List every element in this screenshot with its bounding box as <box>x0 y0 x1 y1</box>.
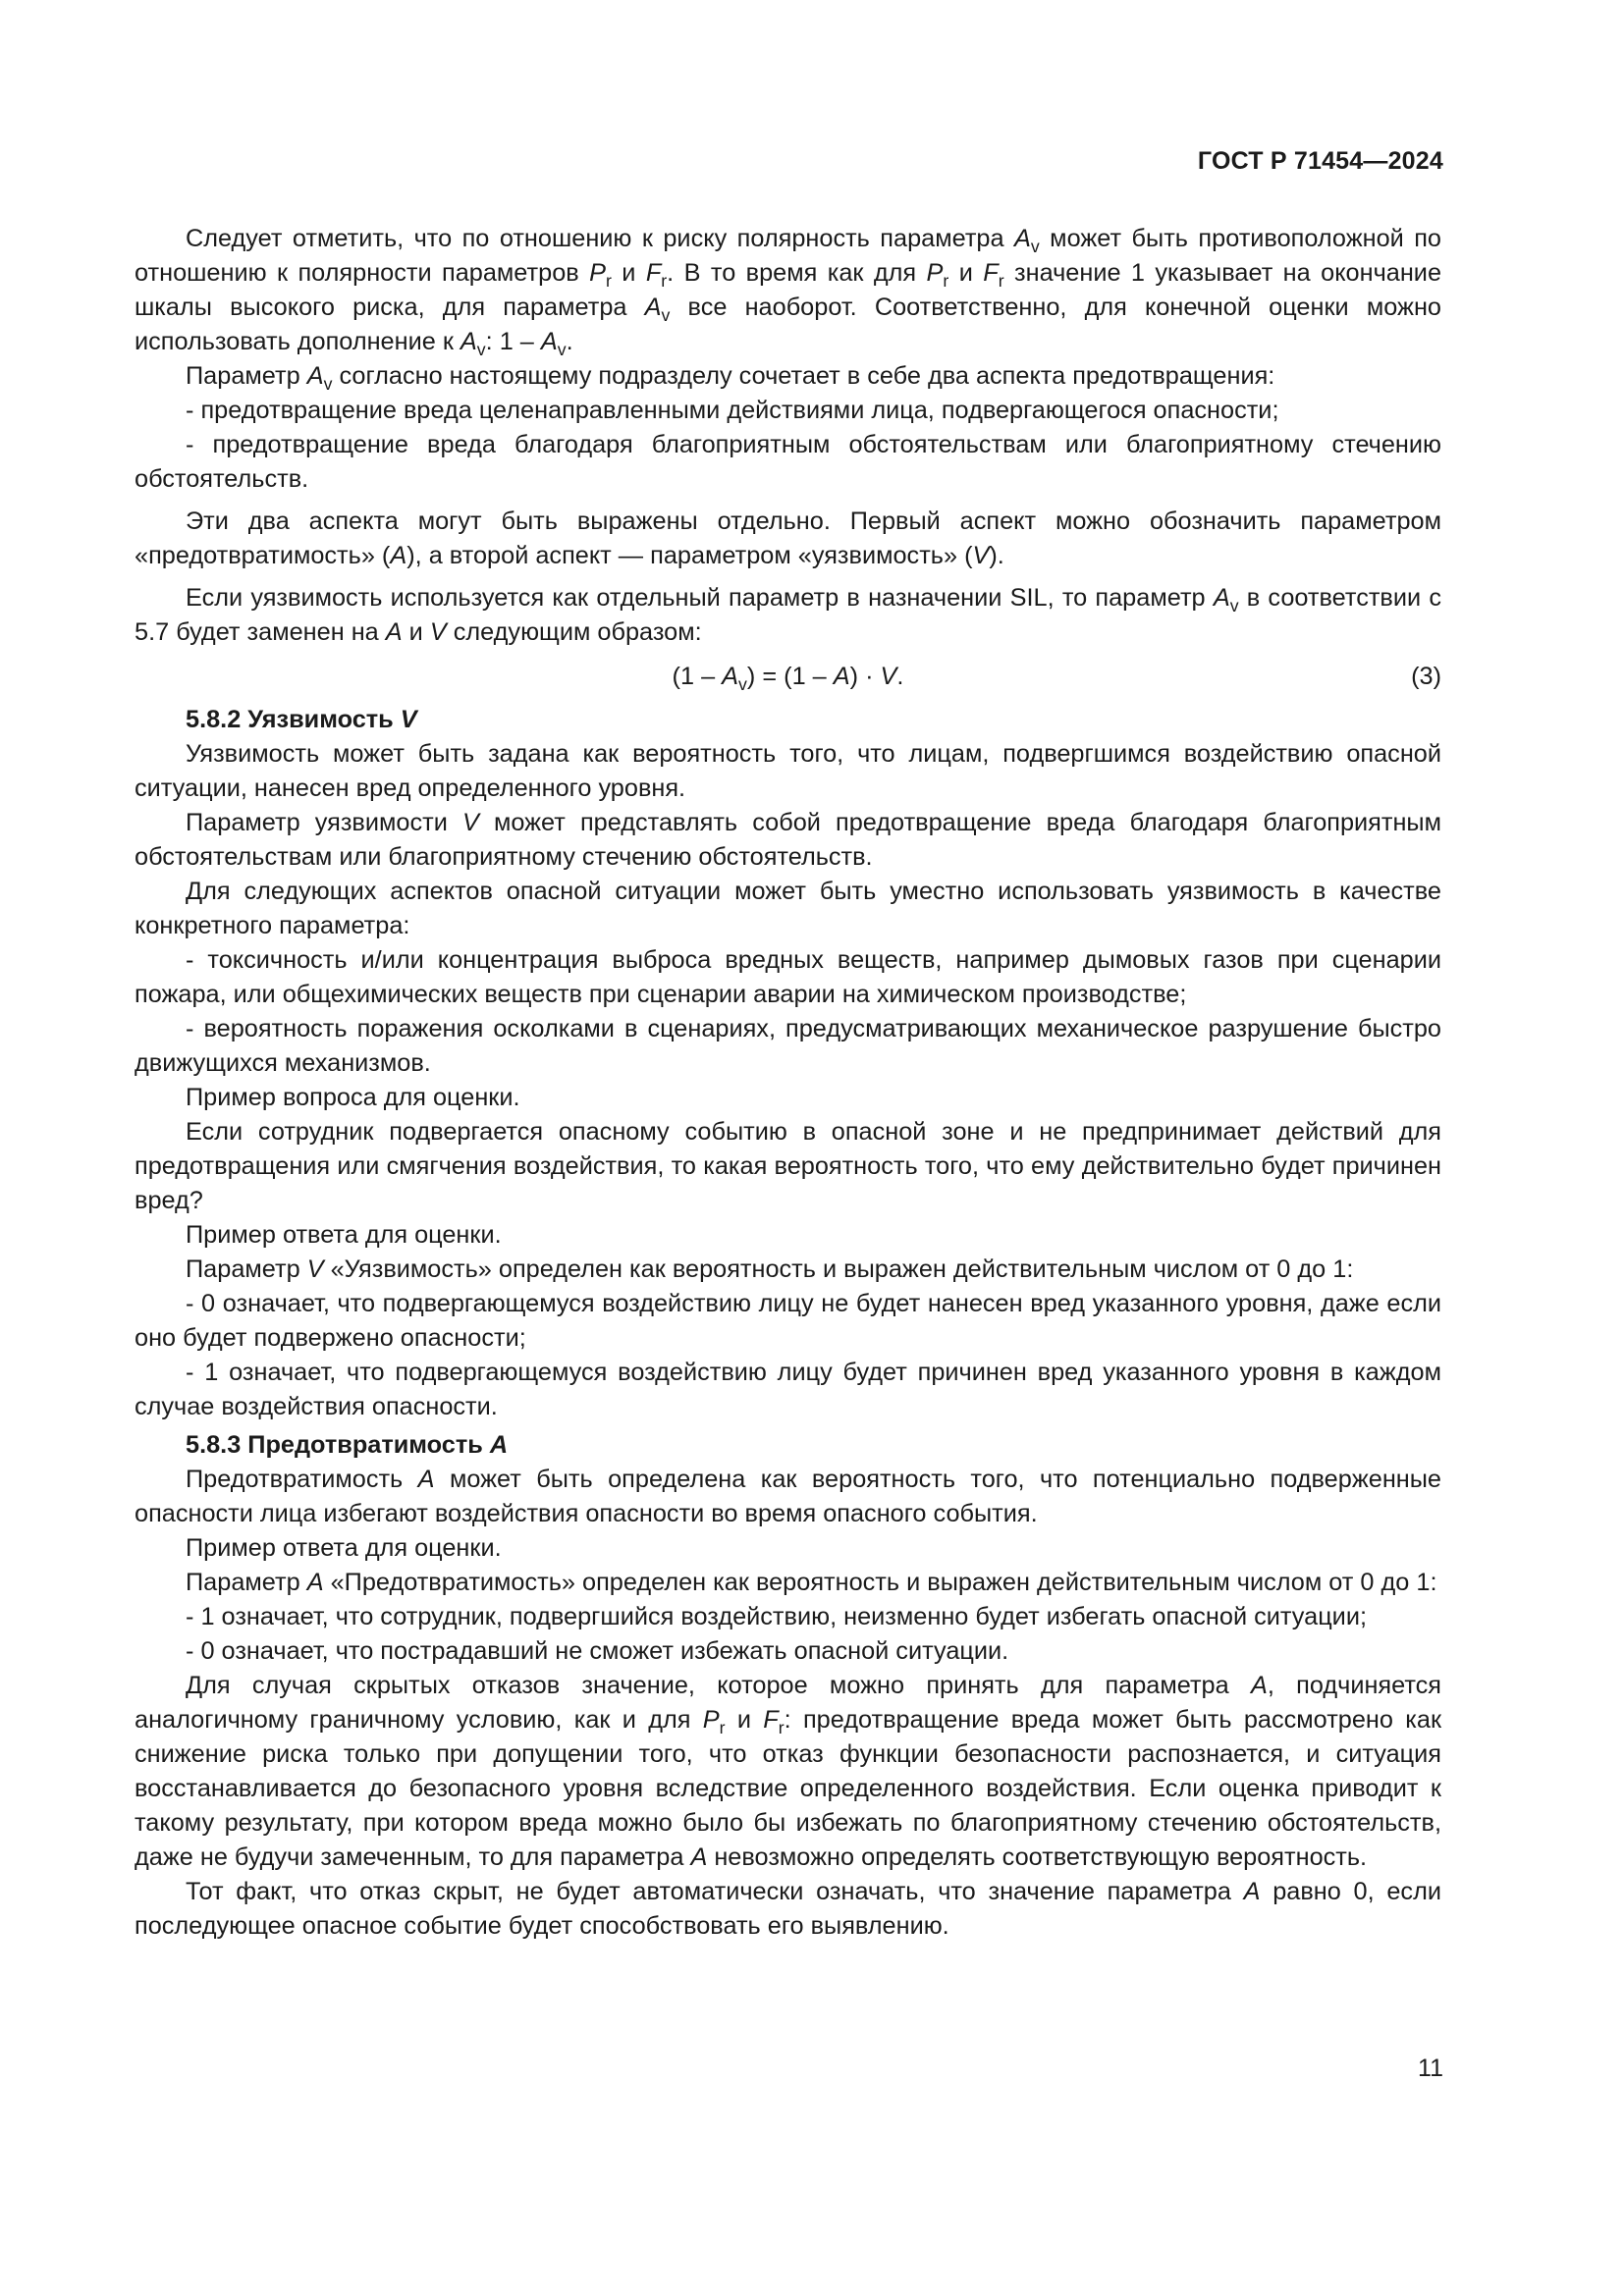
standard-code-header: ГОСТ Р 71454—2024 <box>1197 147 1443 175</box>
formula-number: (3) <box>1411 663 1441 690</box>
paragraph: Предотвратимость A может быть определена как вероятность того, что потенциально подверженные опасности лица избегают воздействия опасности во время опасного события. <box>135 1466 1442 1527</box>
paragraph: Параметр $A_v$ согласно настоящему подразделу сочетает в себе два аспекта предотвращения: <box>186 362 1275 394</box>
list-item: - предотвращение вреда целенаправленными действиями лица, подвергающегося опасности; <box>186 397 1279 424</box>
paragraph: Следует отметить, что по отношению к риску полярность параметра $A_v$ может быть противоположной по отношению к полярности параметров $P_r$ и $F_r$. В то время как для $P_r$ и $F_r$ значение 1 указывает на окончание шкалы высокого риска, для параметра $A_v$ все наоборот. Соответственно, для конечной оценки можно использовать дополнение к $A_v$: $1 - A_v$. <box>135 225 1442 359</box>
list-item: - вероятность поражения осколками в сценариях, предусматривающих механическое разрушение быстро движущихся механизмов. <box>135 1015 1441 1077</box>
body-text <box>135 222 1441 1944</box>
paragraph: Пример ответа для оценки. <box>186 1221 502 1249</box>
paragraph: Уязвимость может быть задана как вероятность того, что лицам, подвергшимся воздействию опасной ситуации, нанесен вред определенного уровня. <box>135 740 1441 802</box>
paragraph: Тот факт, что отказ скрыт, не будет автоматически означать, что значение параметра A равно 0, если последующее опасное событие будет способствовать его выявлению. <box>135 1878 1441 1940</box>
section-heading-5-8-2: 5.8.2 Уязвимость V <box>186 706 417 733</box>
section-heading-5-8-3: 5.8.3 Предотвратимость A <box>186 1431 509 1459</box>
paragraph: Если сотрудник подвергается опасному событию в опасной зоне и не предпринимает действий для предотвращения или смягчения воздействия, то какая вероятность того, что ему действительно будет причинен вред? <box>135 1118 1441 1214</box>
page-number: 11 <box>1418 2055 1443 2082</box>
list-item: - 1 означает, что сотрудник, подвергшийся воздействию, неизменно будет избегать опасной ситуации; <box>186 1603 1367 1630</box>
paragraph: Параметр V «Уязвимость» определен как вероятность и выражен действительным числом от 0 до 1: <box>186 1255 1354 1283</box>
list-item: - 1 означает, что подвергающемуся воздействию лицу будет причинен вред указанного уровня в каждом случае воздействия опасности. <box>135 1359 1441 1420</box>
paragraph: Пример ответа для оценки. <box>186 1534 502 1562</box>
paragraph: Для случая скрытых отказов значение, которое можно принять для параметра A, подчиняется аналогичному граничному условию, как и для $P_r$ и $F_r$: предотвращение вреда может быть рассмотрено как снижение риска только при допущении того, что отказ функции безопасности распознается, и ситуация восстанавливается до безопасного уровня вследствие определенного воздействия. Если оценка приводит к такому результату, при котором вреда можно было бы избежать по благоприятному стечению обстоятельств, даже не будучи замеченным, то для параметра A невозможно определять соответствующую вероятность. <box>135 1672 1442 1871</box>
list-item: - 0 означает, что пострадавший не сможет избежать опасной ситуации. <box>186 1637 1009 1665</box>
formula-expression: $(1 - A_v) = (1 - A) \cdot V$. <box>672 663 904 694</box>
formula <box>135 656 1441 699</box>
paragraph: Пример вопроса для оценки. <box>186 1084 520 1111</box>
paragraph: Эти два аспекта могут быть выражены отдельно. Первый аспект можно обозначить параметром «предотвратимость» (A), а второй аспект — параметром «уязвимость» (V). <box>135 507 1441 569</box>
list-item: - 0 означает, что подвергающемуся воздействию лицу не будет нанесен вред указанного уровня, даже если оно будет подвержено опасности; <box>135 1290 1441 1352</box>
paragraph: Параметр уязвимости V может представлять собой предотвращение вреда благодаря благоприятным обстоятельствам или благоприятному стечению обстоятельств. <box>135 809 1442 871</box>
paragraph: Если уязвимость используется как отдельный параметр в назначении SIL, то параметр $A_v$ в соответствии с 5.7 будет заменен на A и V следующим образом: <box>135 584 1441 646</box>
list-item: - токсичность и/или концентрация выброса вредных веществ, например дымовых газов при сценарии пожара, или общехимических веществ при сценарии аварии на химическом производстве; <box>135 946 1441 1008</box>
paragraph: Для следующих аспектов опасной ситуации может быть уместно использовать уязвимость в качестве конкретного параметра: <box>135 878 1441 939</box>
list-item: - предотвращение вреда благодаря благоприятным обстоятельствам или благоприятному стечению обстоятельств. <box>135 431 1441 493</box>
paragraph: Параметр A «Предотвратимость» определен как вероятность и выражен действительным числом от 0 до 1: <box>186 1569 1437 1596</box>
